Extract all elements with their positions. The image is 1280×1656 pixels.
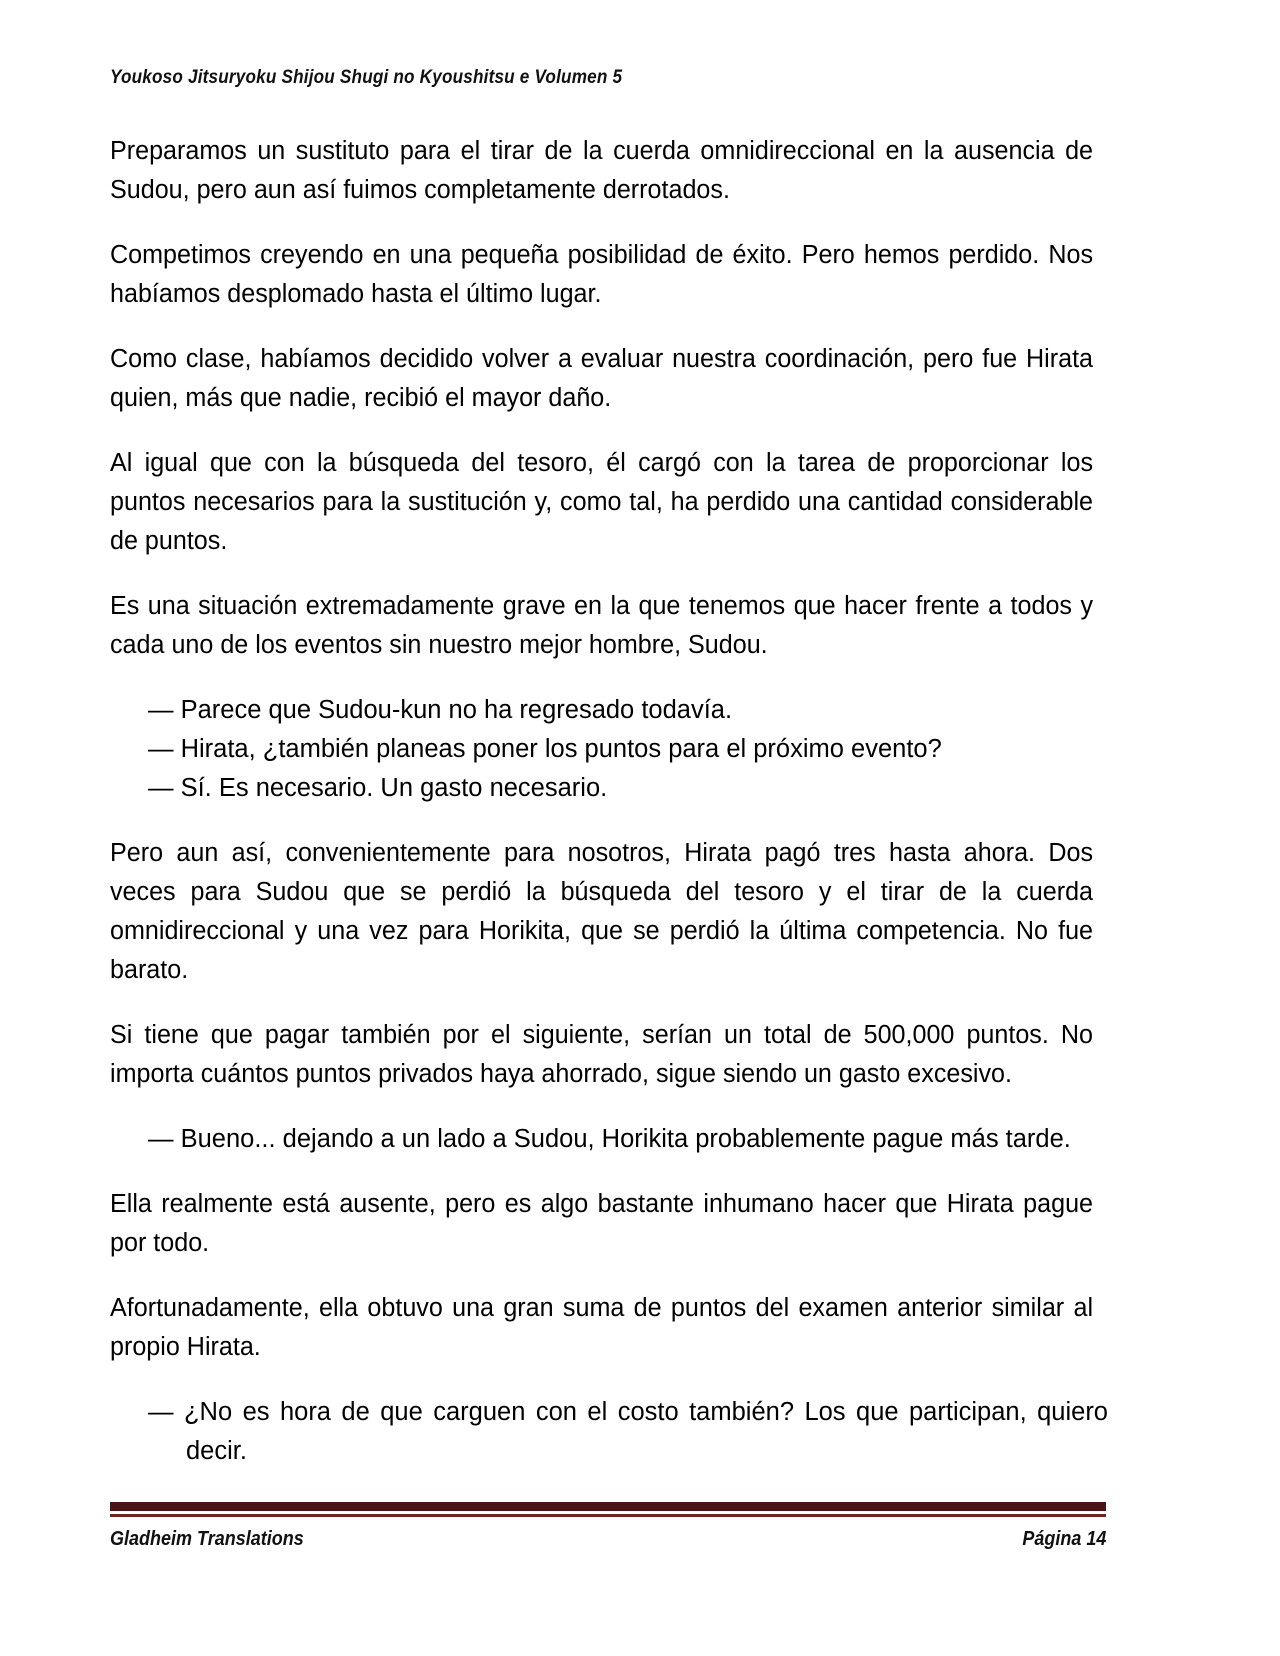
paragraph-3: Como clase, habíamos decidido volver a evaluar nuestra coordinación, pero fue Hirata quien, más que nadie, recibió el mayor daño. [110,345,1094,412]
footer-translator-credit: Gladheim Translations [110,1528,304,1550]
paragraph-5: Es una situación extremadamente grave en la que tenemos que hacer frente a todos y cada uno de los eventos sin nuestro mejor hombre, Sudou. [110,592,1094,659]
footer-row [110,1528,1106,1551]
footer-rule-thick [110,1502,1106,1511]
dialogue-line: — Parece que Sudou-kun no ha regresado todavía. [148,696,733,724]
document-header-title: Youkoso Jitsuryoku Shijou Shugi no Kyoushitsu e Volumen 5 [110,66,623,88]
paragraph-1: Preparamos un sustituto para el tirar de la cuerda omnidireccional en la ausencia de Sudou, pero aun así fuimos completamente derrotados. [110,137,1094,204]
page-footer [110,1502,1106,1551]
dialogue-block-1 [110,691,1108,808]
footer-page-number: Página 14 [1021,1528,1106,1550]
dialogue-block-2 [110,1120,1108,1159]
paragraph-6: Pero aun así, convenientemente para nosotros, Hirata pagó tres hasta ahora. Dos veces para Sudou que se perdió la búsqueda del tesoro y el tirar de la cuerda omnidireccional y una vez para Horikita, que se perdió la última competencia. No fue barato. [110,839,1094,984]
paragraph-2: Competimos creyendo en una pequeña posibilidad de éxito. Pero hemos perdido. Nos habíamos desplomado hasta el último lugar. [110,241,1094,308]
page-content-area [110,0,1106,1656]
paragraph-8: Ella realmente está ausente, pero es algo bastante inhumano hacer que Hirata pague por todo. [110,1190,1094,1257]
paragraph-4: Al igual que con la búsqueda del tesoro, él cargó con la tarea de proporcionar los puntos necesarios para la sustitución y, como tal, ha perdido una cantidad considerable de puntos. [110,449,1094,555]
dialogue-line: — Bueno... dejando a un lado a Sudou, Horikita probablemente pague más tarde. [148,1125,1071,1153]
paragraph-9: Afortunadamente, ella obtuvo una gran suma de puntos del examen anterior similar al propio Hirata. [110,1294,1094,1361]
dialogue-line: — Sí. Es necesario. Un gasto necesario. [148,774,608,802]
paragraph-7: Si tiene que pagar también por el siguiente, serían un total de 500,000 puntos. No importa cuántos puntos privados haya ahorrado, sigue siendo un gasto excesivo. [110,1021,1094,1088]
document-body [110,132,1108,1497]
dialogue-line: — ¿No es hora de que carguen con el costo también? Los que participan, quiero decir. [148,1398,1108,1465]
dialogue-line: — Hirata, ¿también planeas poner los puntos para el próximo evento? [148,735,942,763]
dialogue-block-3 [110,1393,1108,1471]
footer-rule-thin [110,1514,1106,1517]
